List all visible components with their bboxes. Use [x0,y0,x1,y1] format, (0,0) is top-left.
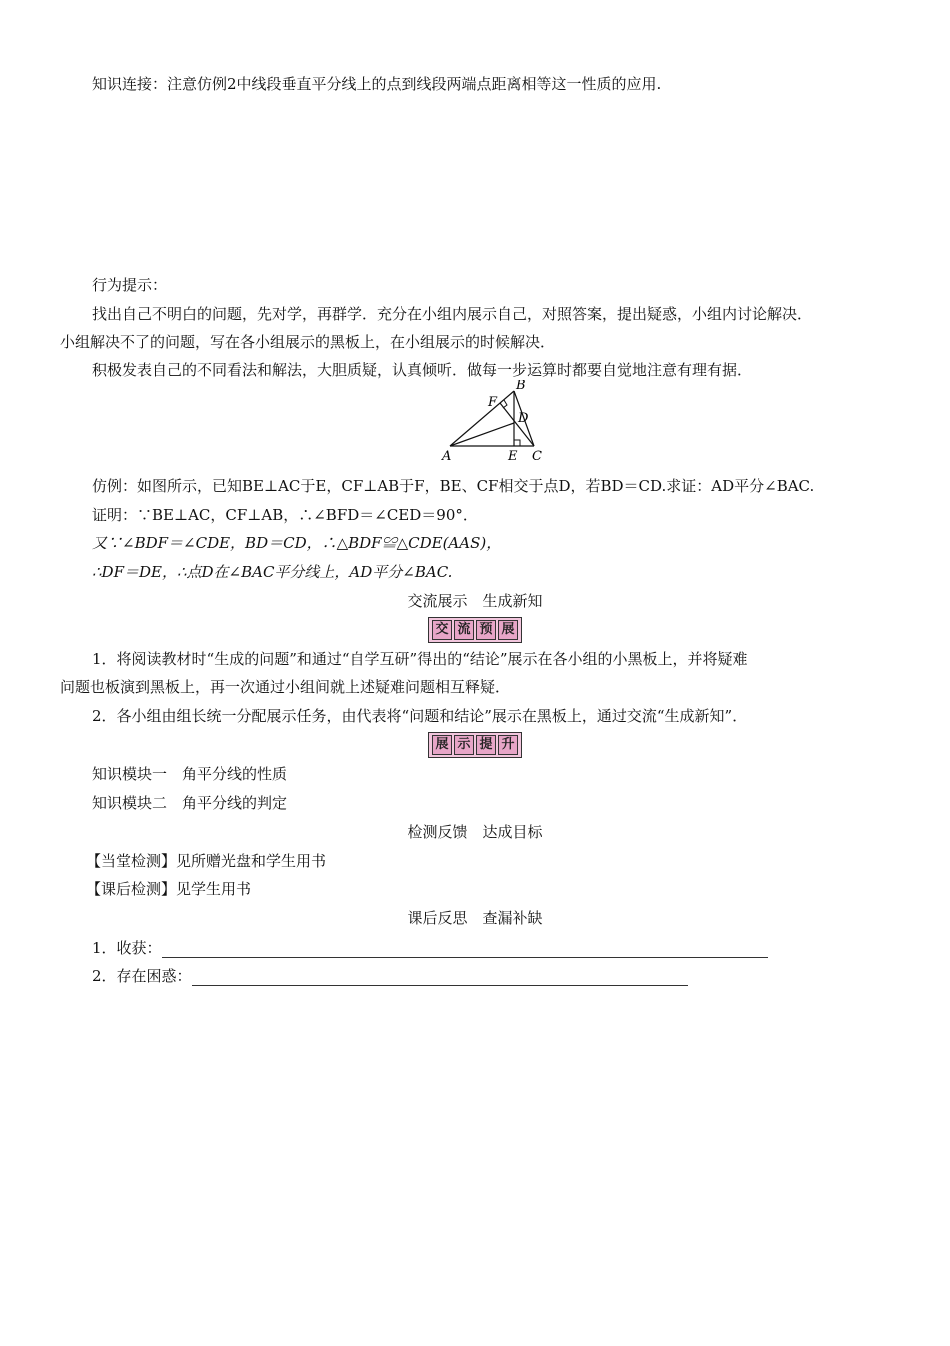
label-e: E [508,449,518,464]
gains-blank-line[interactable] [162,941,768,958]
exchange-item-1a: 1．将阅读教材时“生成的问题”和通过“自学互研”得出的“结论”展示在各小组的小黑板上，并将疑难 [92,650,748,668]
reflect-confusion-row [92,966,688,986]
exchange-item-2: 2．各小组由组长统一分配展示任务，由代表将“问题和结论”展示在黑板上，通过交流“生成新知”． [92,707,748,725]
badge-char: 展 [498,620,518,640]
badge-char: 升 [498,735,518,755]
behavior-title: 行为提示： [92,276,168,294]
section-reflect-heading: 课后反思 查漏补缺 [407,909,543,927]
knowledge-module-2: 知识模块二 角平分线的判定 [92,794,288,812]
badge-char: 提 [476,735,496,755]
badge-exchange-preview [0,617,950,643]
badge-char: 流 [454,620,474,640]
behavior-paragraph-2: 积极发表自己的不同看法和解法，大胆质疑，认真倾听．做每一步运算时都要自觉地注意有理有据． [92,361,753,379]
reflect-confusion-label: 2．存在困惑： [92,967,192,985]
label-a: A [442,449,452,464]
example-problem: 仿例：如图所示，已知BE⊥AC于E，CF⊥AB于F，BE、CF相交于点D，若BD＝CD.求证：AD平分∠BAC. [92,477,815,495]
reflect-gains-row [92,938,768,958]
badge-char: 示 [454,735,474,755]
in-class-check: 【当堂检测】见所赠光盘和学生用书 [86,852,327,870]
example-proof-2: 又∵∠BDF＝∠CDE，BD＝CD，∴△BDF≌△CDE(AAS)， [92,534,502,552]
example-proof-3: ∴DF＝DE，∴点D在∠BAC平分线上，AD平分∠BAC. [92,563,453,581]
badge-char: 交 [432,620,452,640]
badge-char: 展 [432,735,452,755]
label-f: F [488,395,498,410]
reflect-gains-label: 1．收获： [92,939,162,957]
knowledge-link: 知识连接：注意仿例2中线段垂直平分线上的点到线段两端点距离相等这一性质的应用. [92,75,662,93]
behavior-paragraph-1b: 小组解决不了的问题，写在各小组展示的黑板上，在小组展示的时候解决． [60,333,556,351]
badge-show-improve [0,732,950,758]
label-d: D [518,411,529,426]
behavior-paragraph-1a: 找出自己不明白的问题，先对学，再群学．充分在小组内展示自己，对照答案，提出疑惑，小组内讨论解决． [92,305,813,323]
confusion-blank-line[interactable] [192,969,688,986]
label-b: B [516,380,526,393]
after-class-check: 【课后检测】见学生用书 [86,880,252,898]
exchange-item-1b: 问题也板演到黑板上，再一次通过小组间就上述疑难问题相互释疑． [60,678,511,696]
section-check-heading: 检测反馈 达成目标 [407,823,543,841]
knowledge-module-1: 知识模块一 角平分线的性质 [92,765,288,783]
label-c: C [532,449,542,464]
section-exchange-heading: 交流展示 生成新知 [407,592,543,610]
badge-char: 预 [476,620,496,640]
example-proof-1: 证明：∵BE⊥AC，CF⊥AB，∴∠BFD＝∠CED＝90°． [92,506,478,524]
triangle-figure [430,380,550,466]
